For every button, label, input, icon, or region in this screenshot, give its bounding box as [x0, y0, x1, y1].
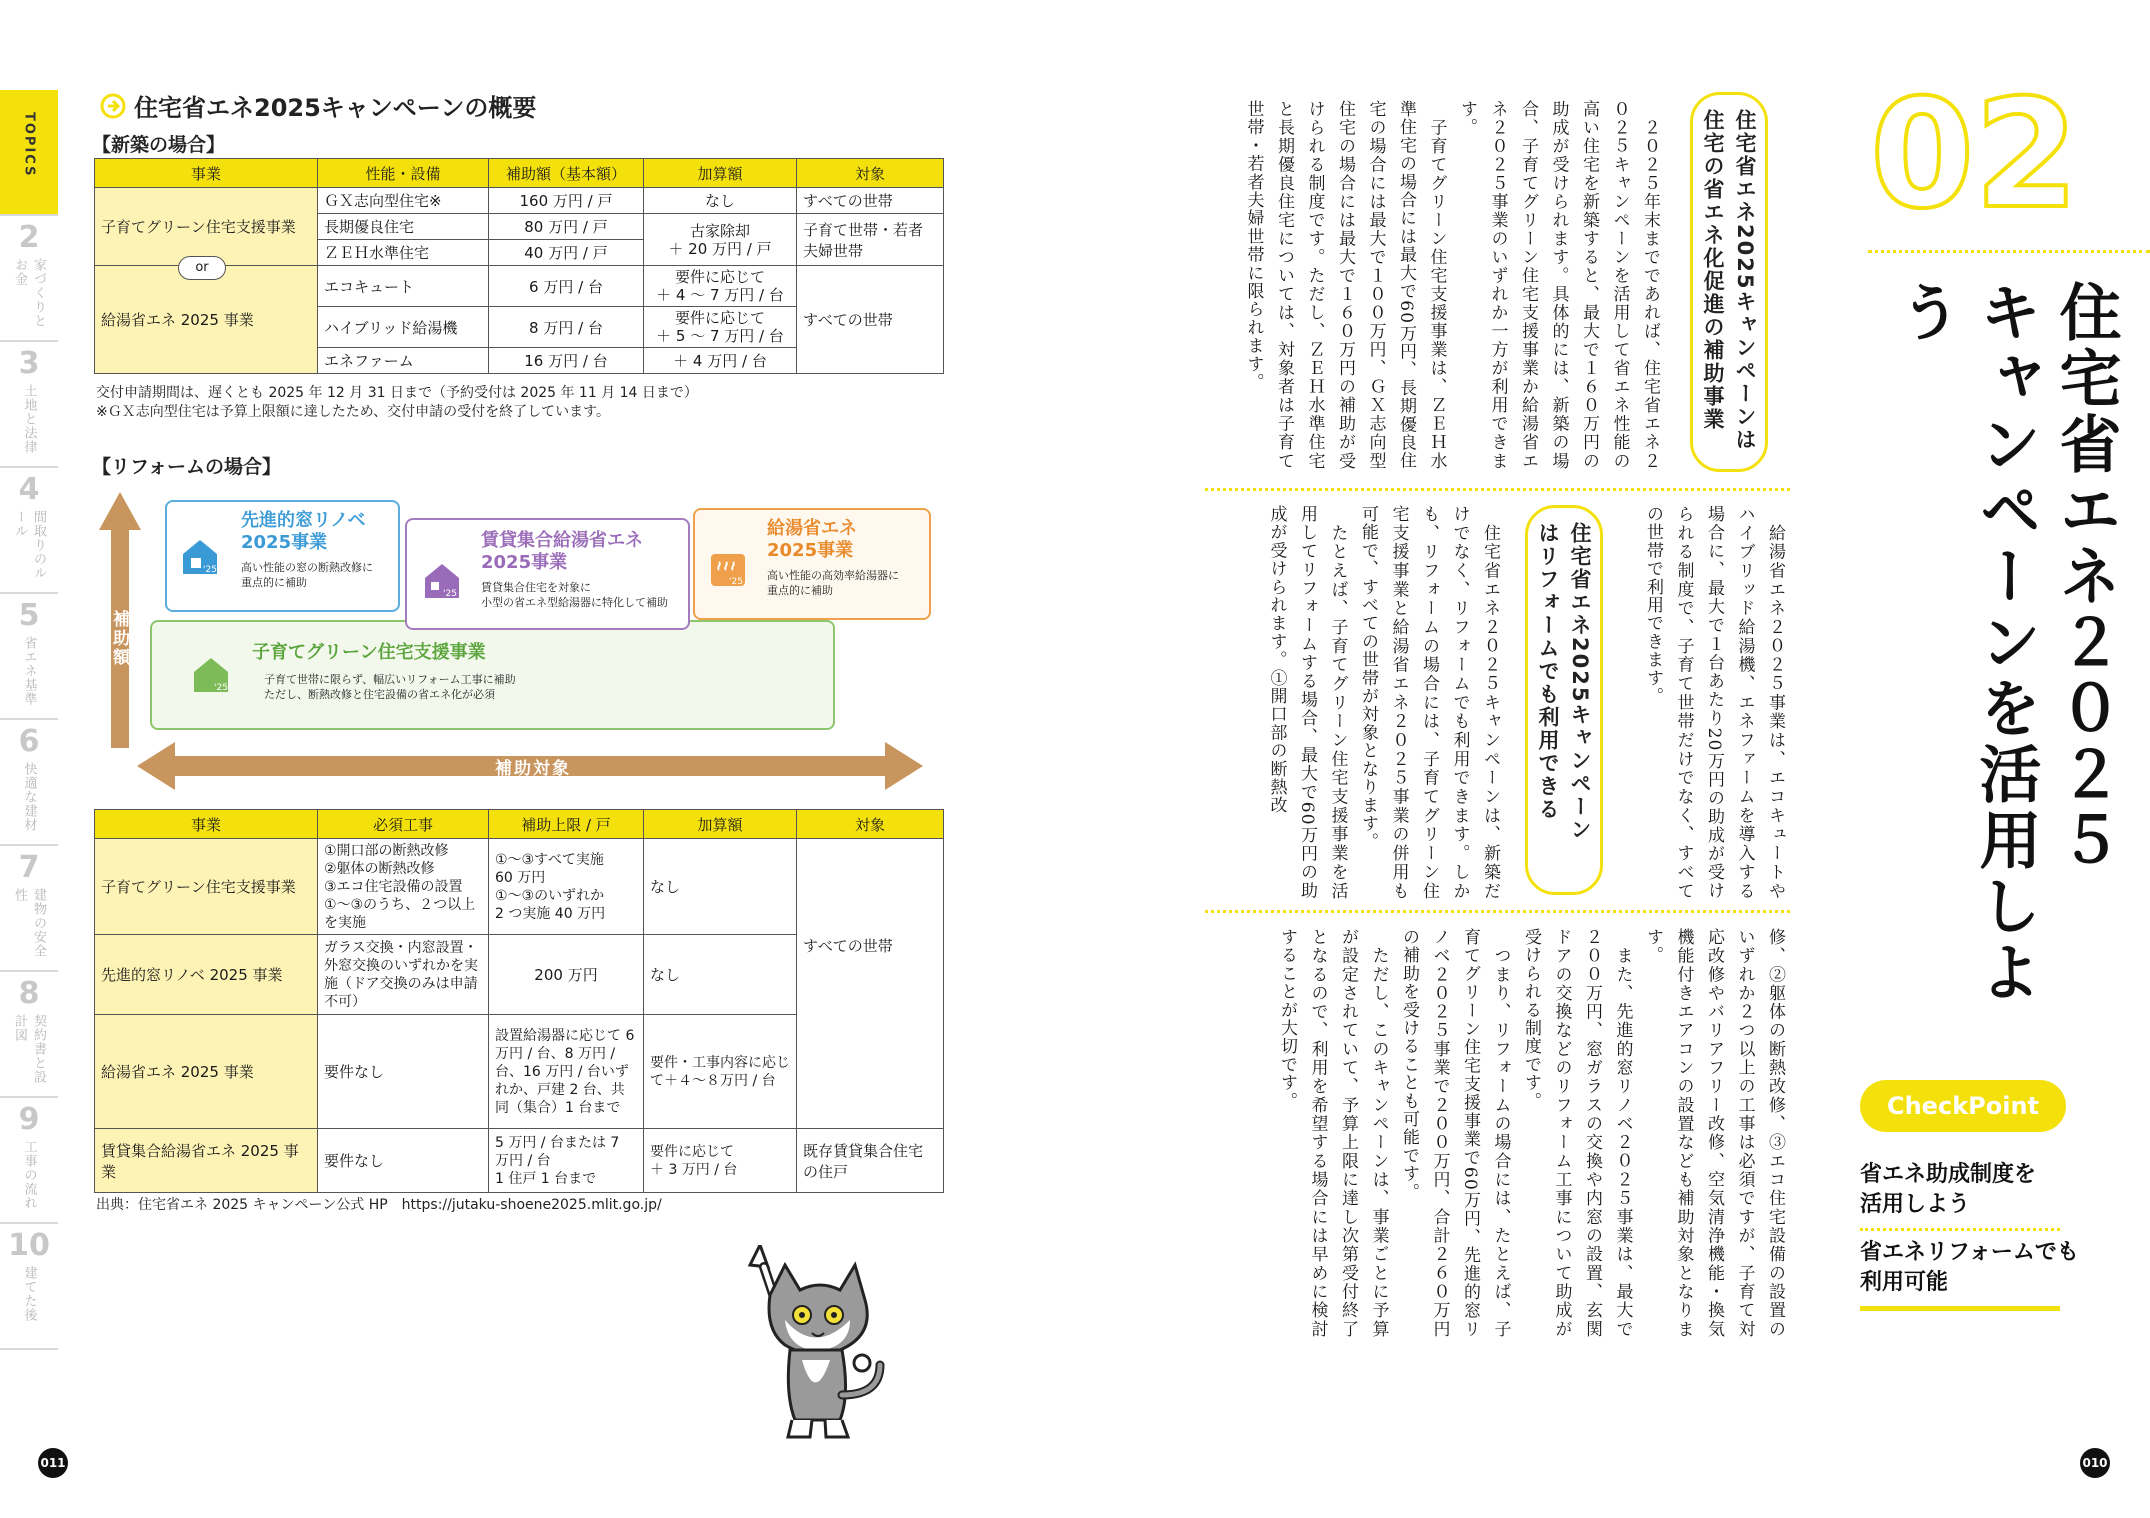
note-2: ※ＧＸ志向型住宅は予算上限額に達したため、交付申請の受付を終了しています。: [96, 404, 611, 420]
header-cell: 加算額: [644, 810, 797, 839]
table-row: 賃貸集合給湯省エネ 2025 事業 要件なし 5 万円 / 台または 7 万円 / 台 1 住戸 1 台まで 要件に応じて ＋ 3 万円 / 台 既存賃貸集合住宅の住戸: [95, 1129, 944, 1193]
body-column-4: 修、②躯体の断熱改修、③エコ住宅設備の設置のいずれか２つ以上の工事は必須ですが、子育て対応改修やバリアフリー改修、空気清浄機能・換気機能付きエアコンの設置なども補助対象となります。 また、先進的窓リノベ２０２５事業は、最大で２００万円、窓ガラスの交換や内窓の設置、玄関ドアの交換などのリフォーム工事について助成が受けられる制度です。 つまり、リフォームの場合には、たとえば、子育てグリーン住宅支援事業で60万円、先進的窓リノベ２０２５事業で２００万円、合計２６０万円の補助を受けることも可能です。 ただし、このキャンペーンは、事業ごとに予算が設定されていて、予算上限に達し次第受付終了となるので、利用を希望する場合には早めに検討することが大切です。: [1277, 928, 1785, 1338]
tab-5[interactable]: 5 省エネ基準: [0, 594, 58, 720]
tab-7[interactable]: 7 建物の安全性: [0, 846, 58, 972]
box-kyuto: '25 給湯省エネ 2025事業 高い性能の高効率給湯器に 重点的に補助: [693, 508, 931, 620]
divider: [1868, 250, 2150, 253]
row-name: 子育てグリーン住宅支援事業: [95, 188, 318, 266]
table-row: 先進的窓リノベ 2025 事業 ガラス交換・内窓設置・外窓交換のいずれかを実施（ドア交換のみは申請不可） 200 万円 なし すべての世帯: [95, 935, 944, 1015]
header-cell: 補助上限 / 戸: [489, 810, 644, 839]
new-build-table: 事業 性能・設備 補助額（基本額） 加算額 対象 子育てグリーン住宅支援事業 ＧＸ志向型住宅※ 160 万円 / 戸 なし すべての世帯 長期優良住宅 80 万円 / 戸 古家除却 ＋ 20 万円 / 戸 子育て世帯・若者夫婦世帯 ＺＥＨ水準住宅 40 万円 / 戸 給湯省エネ 2025 事業 エコキュート 6 万円 / 台 要件に応じて ＋ 4 ～ 7 万円 / 台 すべての世帯 ハイブリッド給湯機 8 万円 / 台 要件に応じて ＋ 5 ～ 7 万円 / 台 エネファーム 16 万円 / 台 ＋ 4 万円 / 台: [94, 158, 944, 374]
note-1: 交付申請期間は、遅くとも 2025 年 12 月 31 日まで（予約受付は 2025 年 11 月 14 日まで）: [96, 385, 698, 401]
x-axis-label: 補助対象: [495, 759, 571, 779]
row-name: 給湯省エネ 2025 事業: [95, 266, 318, 374]
subheading-1: 住宅省エネ2025キャンペーンは 住宅の省エネ化促進の補助事業: [1690, 92, 1768, 472]
body-column-3: 住宅省エネ２０２５キャンペーンは、新築だけでなく、リフォームでも利用できます。しかも、リフォームの場合には、子育てグリーン住宅支援事業と給湯省エネ２０２５事業の併用も可能で、すべての世帯が対象となります。 たとえば、子育てグリーン住宅支援事業を活用してリフォームする場合、最大で60万円の助成が受けられます。①開口部の断熱改: [1266, 505, 1500, 900]
or-badge: or: [178, 256, 226, 280]
checkpoint-item-2: 省エネリフォームでも 利用可能: [1860, 1240, 2079, 1295]
box-chintai: '25 賃貸集合給湯省エネ 2025事業 賃貸集合住宅を対象に 小型の省エネ型給湯器に特化して補助: [405, 518, 690, 630]
tab-topics[interactable]: TOPICS: [0, 90, 58, 216]
header-cell: 加算額: [644, 159, 797, 188]
house-icon: [192, 656, 230, 694]
tab-8[interactable]: 8 契約書と設計図: [0, 972, 58, 1098]
merged-target: すべての世帯: [797, 935, 944, 1129]
apartment-icon: [423, 562, 461, 600]
svg-text:'25: '25: [203, 565, 217, 575]
arrow-circle-icon: [100, 93, 126, 119]
main-title: 住宅省エネ２０２５ キャンペーンを活用しよう: [1889, 280, 2122, 1006]
reform-heading: 【リフォームの場合】: [92, 456, 282, 478]
body-column-2: 給湯省エネ２０２５事業は、エコキュートやハイブリッド給湯機、エネファームを導入する場合に、最大で１台あたり20万円の助成が受けられる制度で、子育て世帯だけでなく、すべての世帯で利用できます。: [1643, 505, 1785, 900]
checkpoint-item-1: 省エネ助成制度を 活用しよう: [1860, 1162, 2037, 1217]
divider: [1860, 1306, 2060, 1311]
cat-mascot-illustration: [730, 1245, 900, 1445]
divider: [1205, 488, 1790, 491]
new-build-heading: 【新築の場合】: [92, 134, 226, 156]
tab-9[interactable]: 9 工事の流れ: [0, 1098, 58, 1224]
subheading-2: 住宅省エネ2025キャンペーン はリフォームでも利用できる: [1525, 505, 1603, 895]
tab-10[interactable]: 10 建てた後: [0, 1224, 58, 1350]
side-index: [0, 90, 58, 1350]
page-number-right: 010: [2080, 1448, 2110, 1478]
water-heater-icon: [709, 550, 747, 588]
y-axis-label: 補助額: [109, 610, 129, 667]
header-cell: 補助額（基本額）: [489, 159, 644, 188]
svg-text:'25: '25: [443, 589, 457, 599]
svg-text:'25: '25: [729, 577, 743, 587]
body-column-1: ２０２５年末までであれば、住宅省エネ２０２５キャンペーンを活用して省エネ性能の高い住宅を新築すると、最大で１６０万円の助成が受けられます。具体的には、新築の場合、子育てグリーン住宅支援事業か給湯省エネ２０２５事業のいずれか一方が利用できます。 子育てグリーン住宅支援事業は、ＺＥＨ水準住宅の場合には最大で60万円、長期優良住宅の場合には最大で１００万円、ＧＸ志向型住宅の場合には最大で１６０万円の補助が受けられる制度です。ただし、ＺＥＨ水準住宅と長期優良住宅については、対象者は子育て世帯・若者夫婦世帯に限られます。: [1243, 100, 1660, 470]
header-cell: 対象: [797, 159, 944, 188]
table-row: 子育てグリーン住宅支援事業 ①開口部の断熱改修 ②躯体の断熱改修 ③エコ住宅設備の設置 ①～③のうち、２つ以上を実施 ①～③すべて実施 60 万円 ①～③のいずれか 2 つ実施 40 万円 なし: [95, 839, 944, 935]
tab-4[interactable]: 4 間取りのルール: [0, 468, 58, 594]
page-number-left: 011: [38, 1448, 68, 1478]
header-cell: 性能・設備: [318, 159, 489, 188]
header-cell: 対象: [797, 810, 944, 839]
header-cell: 事業: [95, 159, 318, 188]
section-title: 住宅省エネ2025キャンペーンの概要: [100, 88, 536, 123]
reform-table: [94, 809, 944, 1193]
window-house-icon: [181, 538, 219, 576]
reform-diagram: [95, 490, 935, 800]
svg-text:'25: '25: [214, 683, 228, 693]
header-cell: 事業: [95, 810, 318, 839]
source-note: 出典：住宅省エネ 2025 キャンペーン公式 HP https://jutaku-shoene2025.mlit.go.jp/: [96, 1197, 662, 1213]
header-cell: 必須工事: [318, 810, 489, 839]
tab-2[interactable]: 2 家づくりとお金: [0, 216, 58, 342]
box-kosodate: '25 子育てグリーン住宅支援事業 子育て世帯に限らず、幅広いリフォーム工事に補助 ただし、断熱改修と住宅設備の省エネ化が必須: [150, 620, 835, 730]
tab-3[interactable]: 3 土地と法律: [0, 342, 58, 468]
tab-6[interactable]: 6 快適な建材: [0, 720, 58, 846]
chapter-number: 02: [1870, 68, 2079, 242]
divider: [1205, 910, 1790, 913]
checkpoint-badge: CheckPoint: [1860, 1080, 2066, 1132]
divider: [1860, 1228, 2060, 1231]
table-row: 給湯省エネ 2025 事業 要件なし 設置給湯器に応じて 6 万円 / 台、8 万円 / 台、16 万円 / 台いずれか、戸建 2 台、共同（集合）1 台まで 要件・工事内容に応じて＋４～８万円 / 台: [95, 1015, 944, 1129]
box-mado: '25 先進的窓リノベ 2025事業 高い性能の窓の断熱改修に 重点的に補助: [165, 500, 400, 612]
